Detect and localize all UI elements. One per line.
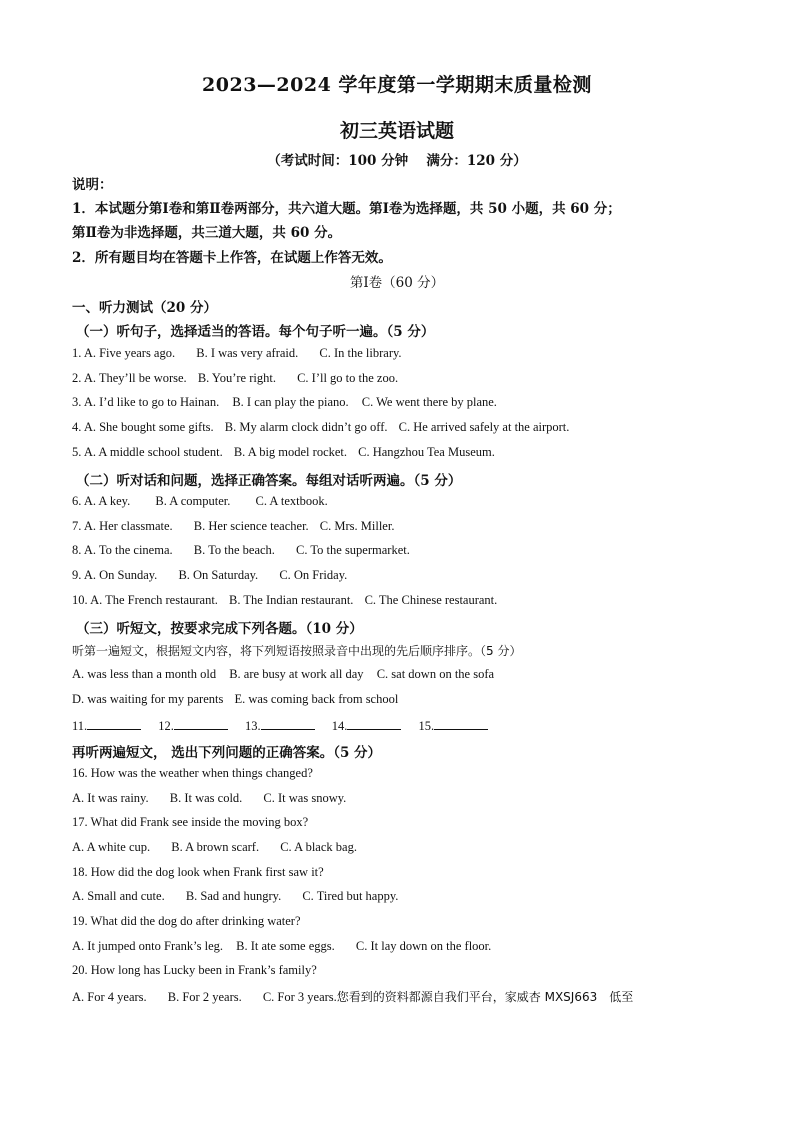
question-6 (72, 494, 328, 509)
question-number: 6. (72, 494, 82, 508)
option-c: C. For 3 years. (262, 990, 337, 1004)
part-3-instruction: 听第一遍短文，根据短文内容，将下列短语按照录音中出现的先后顺序排序。（5 分） (72, 644, 522, 658)
question-1 (72, 346, 402, 361)
question-10 (72, 593, 497, 608)
instructions-label: 说明： (72, 177, 113, 193)
part-1-title: （一）听句子，选择适当的答语。每个句子听一遍。（5 分） (76, 324, 435, 340)
question-number: 10. (72, 593, 88, 607)
question-16: 16. How was the weather when things changed? (72, 766, 313, 780)
option-b: B. My alarm clock didn’t go off. (224, 420, 388, 434)
option-b: B. It ate some eggs. (236, 939, 335, 953)
question-17-options (72, 840, 357, 855)
question-number: 4. (72, 420, 82, 434)
option-c: C. I’ll go to the zoo. (297, 371, 399, 385)
option-a: A. It jumped onto Frank’s leg. (72, 939, 224, 953)
option-a: A. The French restaurant. (90, 593, 218, 607)
option-a: A. Small and cute. (72, 889, 165, 903)
volume-1-title: 第Ⅰ卷（60 分） (349, 275, 445, 291)
question-9 (72, 568, 347, 583)
exam-title: 2023—2024 学年度第一学期期末质量检测 (202, 74, 592, 96)
question-19: 19. What did the dog do after drinking water? (72, 914, 301, 928)
question-4 (72, 420, 569, 435)
answer-blanks (72, 717, 502, 734)
question-number: 3. (72, 395, 82, 409)
blank-label-15: 15. (418, 719, 435, 733)
instruction-item-1-cont: 第Ⅱ卷为非选择题，共三道大题，共 60 分。 (72, 225, 342, 241)
blank-label-13: 13. (245, 719, 261, 733)
option-b: B. It was cold. (169, 791, 243, 805)
blank-label-14: 14. (331, 719, 348, 733)
option-b: B. A brown scarf. (171, 840, 260, 854)
instruction-item-1: 1．本试题分第Ⅰ卷和第Ⅱ卷两部分，共六道大题。第Ⅰ卷为选择题，共 50 小题，共 60 分； (72, 201, 621, 217)
instruction-item-2: 2．所有题目均在答题卡上作答，在试题上作答无效。 (72, 250, 392, 266)
question-19-options (72, 939, 491, 954)
question-18-options (72, 889, 398, 904)
option-b: B. You’re right. (197, 371, 276, 385)
option-b: B. Her science teacher. (193, 519, 309, 533)
option-c: C. We went there by plane. (361, 395, 497, 409)
answer-blank-14[interactable] (347, 717, 401, 730)
question-7 (72, 519, 394, 534)
option-a: A. She bought some gifts. (83, 420, 214, 434)
question-2 (72, 371, 398, 386)
question-number: 1. (72, 346, 82, 360)
option-c: C. The Chinese restaurant. (364, 593, 498, 607)
phrase-c: C. sat down on the sofa (376, 667, 495, 681)
option-c: C. It was snowy. (263, 791, 347, 805)
option-a: A. I’d like to go to Hainan. (83, 395, 220, 409)
option-c: C. A textbook. (255, 494, 328, 508)
blank-label-11: 11. (72, 719, 88, 733)
phrase-a: A. was less than a month old (72, 667, 217, 681)
option-c: C. To the supermarket. (296, 543, 410, 557)
option-c: C. In the library. (319, 346, 402, 360)
second-listening-instruction: 再听两遍短文， 选出下列问题的正确答案。（5 分） (72, 745, 382, 761)
option-a: A. A middle school student. (83, 445, 223, 459)
question-18: 18. How did the dog look when Frank first saw it? (72, 865, 324, 879)
part-3-title: （三）听短文，按要求完成下列各题。（10 分） (76, 621, 363, 637)
question-number: 8. (72, 543, 82, 557)
option-b: B. A big model rocket. (233, 445, 348, 459)
option-a: A. Five years ago. (83, 346, 176, 360)
option-c: C. A black bag. (280, 840, 357, 854)
option-b: B. For 2 years. (167, 990, 242, 1004)
blank-label-12: 12. (158, 719, 174, 733)
section-1-title: 一、听力测试（20 分） (72, 300, 217, 316)
option-b: B. I was very afraid. (196, 346, 299, 360)
option-a: A. On Sunday. (83, 568, 158, 582)
question-3 (72, 395, 497, 410)
option-b: B. On Saturday. (178, 568, 259, 582)
option-a: A. Her classmate. (83, 519, 173, 533)
option-c: C. He arrived safely at the airport. (398, 420, 570, 434)
question-number: 9. (72, 568, 82, 582)
question-number: 2. (72, 371, 82, 385)
option-b: B. A computer. (155, 494, 231, 508)
option-b: B. I can play the piano. (232, 395, 349, 409)
question-17: 17. What did Frank see inside the moving box? (72, 815, 309, 829)
option-c: C. Mrs. Miller. (319, 519, 395, 533)
option-a: A. For 4 years. (72, 990, 147, 1004)
phrase-d: D. was waiting for my parents (72, 692, 224, 706)
option-a: A. It was rainy. (72, 791, 149, 805)
question-number: 7. (72, 519, 82, 533)
option-b: B. To the beach. (193, 543, 275, 557)
option-a: A. A key. (83, 494, 131, 508)
part-2-title: （二）听对话和问题，选择正确答案。每组对话听两遍。（5 分） (76, 473, 462, 489)
question-20: 20. How long has Lucky been in Frank’s family? (72, 963, 317, 977)
question-20-options (72, 988, 633, 1005)
option-a: A. They’ll be worse. (83, 371, 187, 385)
option-c: C. Hangzhou Tea Museum. (358, 445, 495, 459)
exam-subtitle: 初三英语试题 (339, 120, 454, 142)
answer-blank-15[interactable] (434, 717, 488, 730)
phrase-b: B. are busy at work all day (229, 667, 364, 681)
phrases-line-1 (72, 667, 494, 682)
question-16-options (72, 791, 346, 806)
watermark-text: 您看到的资料都源自我们平台，家威杏 MXSJ663 低至 (336, 990, 634, 1004)
question-8 (72, 543, 410, 558)
question-5 (72, 445, 495, 460)
exam-info: （考试时间：100 分钟 满分：120 分） (267, 153, 527, 169)
option-a: A. A white cup. (72, 840, 151, 854)
answer-blank-13[interactable] (261, 717, 315, 730)
phrase-e: E. was coming back from school (234, 692, 399, 706)
option-c: C. Tired but happy. (302, 889, 399, 903)
option-b: B. The Indian restaurant. (229, 593, 354, 607)
option-b: B. Sad and hungry. (185, 889, 282, 903)
option-a: A. To the cinema. (83, 543, 173, 557)
answer-blank-11[interactable] (87, 717, 141, 730)
answer-blank-12[interactable] (174, 717, 228, 730)
question-number: 5. (72, 445, 82, 459)
phrases-line-2 (72, 692, 398, 707)
option-c: C. It lay down on the floor. (355, 939, 492, 953)
option-c: C. On Friday. (279, 568, 348, 582)
